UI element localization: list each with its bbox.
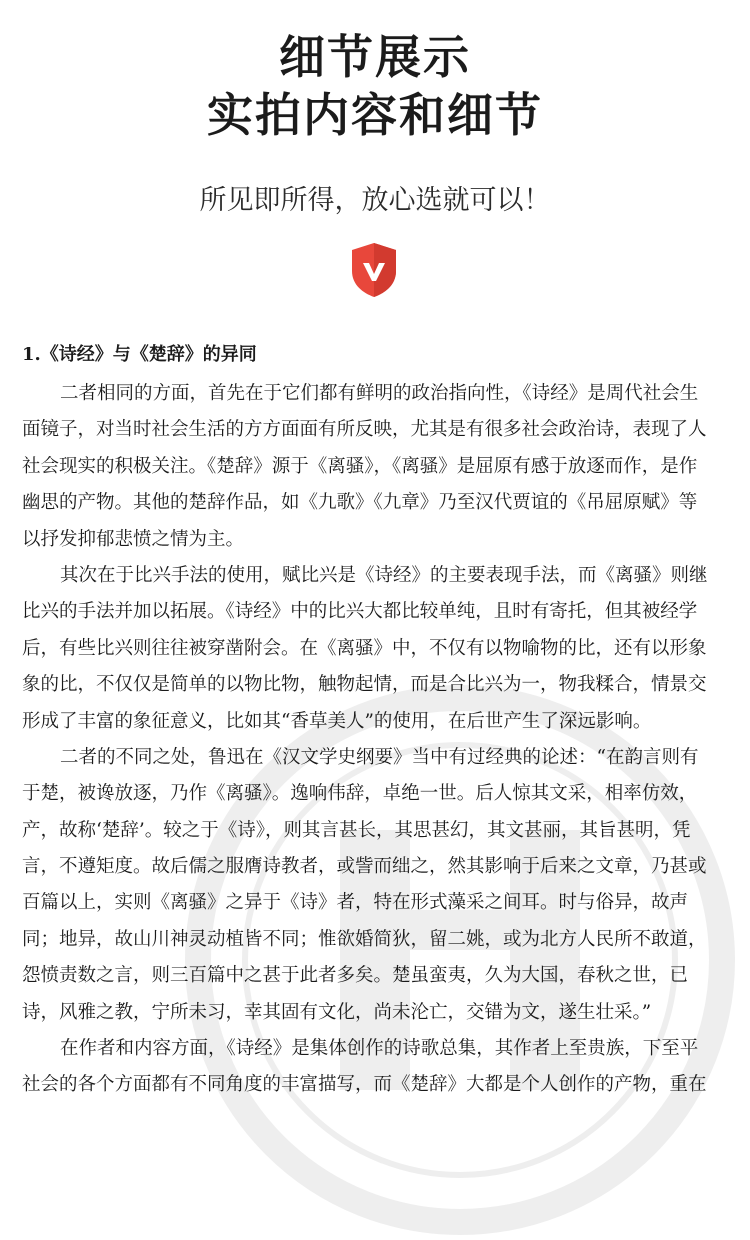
text-line: 言，不遵矩度。故后儒之服膺诗教者，或訾而绌之，然其影响于后来之文章，乃甚或 bbox=[22, 856, 707, 878]
text-line: 诗，风雅之教，宁所未习，幸其固有文化，尚未沦亡，交错为文，遂生壮采。” bbox=[22, 1001, 652, 1023]
shield-check-icon bbox=[349, 241, 399, 299]
page-subtitle: 所见即所得，放心选就可以！ bbox=[199, 185, 551, 216]
page-title: 细节展示 bbox=[279, 30, 471, 84]
text-line: 后，有些比兴则往往被穿凿附会。在《离骚》中，不仅有以物喻物的比，还有以形象 bbox=[22, 637, 707, 659]
text-line: 幽思的产物。其他的楚辞作品，如《九歌》《九章》乃至汉代贾谊的《吊屈原赋》等 bbox=[22, 492, 698, 514]
text-line: 面镜子，对当时社会生活的方方面面有所反映，尤其是有很多社会政治诗，表现了人 bbox=[22, 419, 707, 441]
text-line: 同；地异，故山川神灵动植皆不同；惟欲婚简狄，留二姚，或为北方人民所不敢道， bbox=[22, 928, 707, 950]
text-line: 二者的不同之处，鲁迅在《汉文学史纲要》当中有过经典的论述：“在韵言则有 bbox=[60, 746, 699, 768]
article-lines bbox=[22, 376, 750, 1104]
text-line: 象的比，不仅仅是简单的以物比物，触物起情，而是合比兴为一，物我糅合，情景交 bbox=[22, 674, 707, 696]
page-title-second-line: 实拍内容和细节 bbox=[207, 88, 543, 142]
text-line: 社会现实的积极关注。《楚辞》源于《离骚》，《离骚》是屈原有感于放逐而作，是作 bbox=[22, 455, 698, 477]
text-line: 比兴的手法并加以拓展。《诗经》中的比兴大都比较单纯，且时有寄托，但其被经学 bbox=[22, 601, 698, 623]
text-line: 社会的各个方面都有不同角度的丰富描写，而《楚辞》大都是个人创作的产物，重在 bbox=[22, 1074, 707, 1096]
text-line: 其次在于比兴手法的使用，赋比兴是《诗经》的主要表现手法，而《离骚》则继 bbox=[60, 564, 708, 586]
article-body bbox=[22, 340, 750, 1104]
text-line: 形成了丰富的象征意义，比如其“香草美人”的使用，在后世产生了深远影响。 bbox=[22, 710, 652, 732]
text-line: 产，故称‘楚辞’。较之于《诗》，则其言甚长，其思甚幻，其文甚丽，其旨甚明，凭 bbox=[22, 819, 691, 841]
section-heading: 1.《诗经》与《楚辞》的异同 bbox=[22, 344, 257, 365]
page-header bbox=[0, 28, 750, 218]
text-line: 百篇以上，实则《离骚》之异于《诗》者，特在形式藻采之间耳。时与俗异，故声 bbox=[22, 892, 689, 914]
text-line: 在作者和内容方面，《诗经》是集体创作的诗歌总集，其作者上至贵族，下至平 bbox=[60, 1038, 699, 1060]
text-line: 二者相同的方面，首先在于它们都有鲜明的政治指向性，《诗经》是周代社会生 bbox=[60, 383, 699, 404]
text-line: 以抒发抑郁悲愤之情为主。 bbox=[22, 528, 245, 550]
text-line: 于楚，被谗放逐，乃作《离骚》。逸响伟辞，卓绝一世。后人惊其文采，相率仿效， bbox=[22, 783, 698, 805]
text-line: 怨愤责数之言，则三百篇中之甚于此者多矣。楚虽蛮夷，久为大国，春秋之世，已 bbox=[22, 965, 689, 987]
